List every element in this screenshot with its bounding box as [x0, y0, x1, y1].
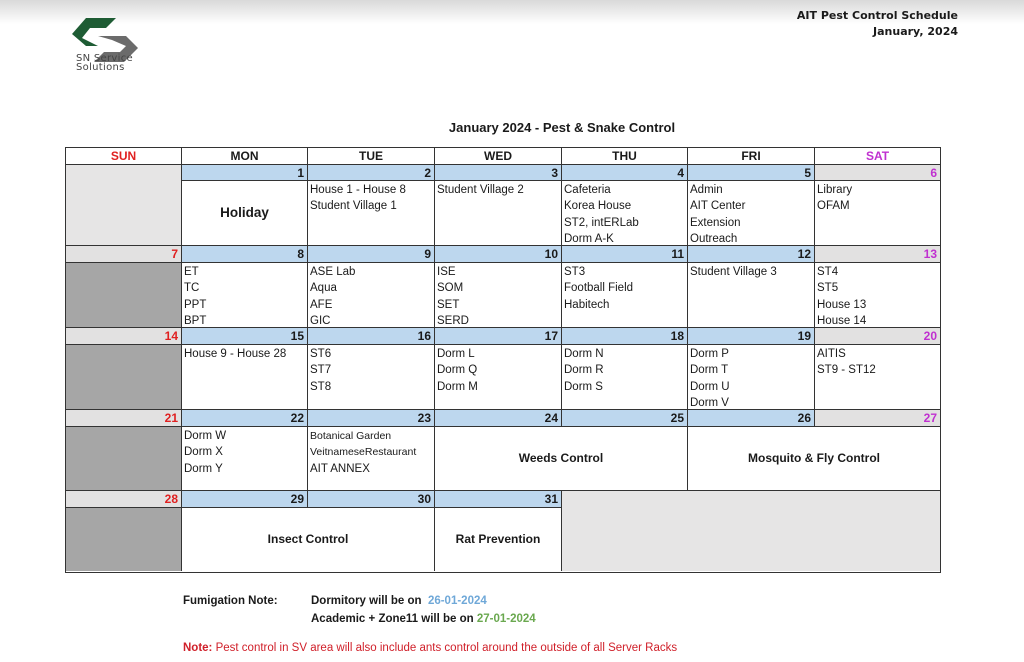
date-number: 21	[66, 410, 182, 427]
holiday-label: Holiday	[182, 181, 308, 246]
dormitory-date: 26-01-2024	[427, 595, 487, 607]
empty-days	[562, 491, 940, 571]
date-number: 16	[308, 328, 435, 345]
day-header-sun: SUN	[66, 148, 182, 165]
insect-control-block: Insect Control	[182, 508, 435, 571]
date-number: 31	[435, 491, 562, 508]
day-tasks: Student Village 3	[688, 263, 815, 328]
date-number: 24	[435, 410, 562, 427]
date-number: 8	[182, 246, 308, 263]
date-number: 18	[562, 328, 688, 345]
calendar-title: January 2024 - Pest & Snake Control	[448, 120, 676, 135]
date-number: 22	[182, 410, 308, 427]
document-date: January, 2024	[873, 25, 958, 38]
day-tasks: Dorm L Dorm Q Dorm M	[435, 345, 562, 410]
date-number: 23	[308, 410, 435, 427]
date-number: 25	[562, 410, 688, 427]
document-title: AIT Pest Control Schedule	[796, 9, 958, 22]
date-number: 12	[688, 246, 815, 263]
mosquito-fly-control-block: Mosquito & Fly Control	[688, 427, 940, 491]
sunday-off	[66, 263, 182, 328]
day-header-wed: WED	[435, 148, 562, 165]
day-tasks: Admin AIT Center Extension Outreach	[688, 181, 815, 246]
fumigation-label: Fumigation Note:	[183, 595, 278, 607]
day-tasks: Student Village 2	[435, 181, 562, 246]
day-header-mon: MON	[182, 148, 308, 165]
date-number: 3	[435, 165, 562, 181]
day-header-sat: SAT	[815, 148, 940, 165]
empty-day	[66, 165, 182, 246]
date-number: 26	[688, 410, 815, 427]
date-number: 14	[66, 328, 182, 345]
sunday-off	[66, 427, 182, 491]
date-number: 2	[308, 165, 435, 181]
date-number: 10	[435, 246, 562, 263]
sunday-off	[66, 508, 182, 571]
academic-date: 27-01-2024	[476, 613, 536, 625]
day-header-thu: THU	[562, 148, 688, 165]
date-number: 20	[815, 328, 940, 345]
day-tasks: Botanical Garden VeitnameseRestaurant AIT ANNEX	[308, 427, 435, 491]
day-tasks: ET TC PPT BPT	[182, 263, 308, 328]
date-number: 1	[182, 165, 308, 181]
date-number: 4	[562, 165, 688, 181]
day-tasks: Dorm P Dorm T Dorm U Dorm V	[688, 345, 815, 410]
server-rack-note: Note: Pest control in SV area will also include ants control around the outside of all Server Racks	[183, 642, 678, 654]
day-tasks: ASE Lab Aqua AFE GIC	[308, 263, 435, 328]
date-number: 9	[308, 246, 435, 263]
day-tasks: Cafeteria Korea House ST2, intERLab Dorm A-K	[562, 181, 688, 246]
day-tasks: ST6 ST7 ST8	[308, 345, 435, 410]
date-number: 15	[182, 328, 308, 345]
date-number: 28	[66, 491, 182, 508]
company-name: SN Service Solutions	[76, 53, 133, 73]
fumigation-note: Fumigation Note: Dormitory will be on 26-01-2024 Academic + Zone11 will be on 27-01-2024	[183, 592, 536, 628]
day-header-fri: FRI	[688, 148, 815, 165]
date-number: 30	[308, 491, 435, 508]
weeds-control-block: Weeds Control	[435, 427, 688, 491]
calendar-grid	[65, 147, 941, 573]
date-number: 29	[182, 491, 308, 508]
date-number: 7	[66, 246, 182, 263]
date-number: 11	[562, 246, 688, 263]
date-number: 19	[688, 328, 815, 345]
date-number: 13	[815, 246, 940, 263]
date-number: 5	[688, 165, 815, 181]
day-tasks: House 1 - House 8 Student Village 1	[308, 181, 435, 246]
day-tasks: Dorm N Dorm R Dorm S	[562, 345, 688, 410]
day-tasks: AITIS ST9 - ST12	[815, 345, 940, 410]
day-tasks: Library OFAM	[815, 181, 940, 246]
rat-prevention-block: Rat Prevention	[435, 508, 562, 571]
day-tasks: Dorm W Dorm X Dorm Y	[182, 427, 308, 491]
day-tasks: ST3 Football Field Habitech	[562, 263, 688, 328]
day-header-tue: TUE	[308, 148, 435, 165]
day-tasks: ISE SOM SET SERD	[435, 263, 562, 328]
document-header	[797, 8, 958, 40]
day-tasks: ST4 ST5 House 13 House 14	[815, 263, 940, 328]
date-number: 17	[435, 328, 562, 345]
day-tasks: House 9 - House 28	[182, 345, 308, 410]
sunday-off	[66, 345, 182, 410]
date-number: 27	[815, 410, 940, 427]
date-number: 6	[815, 165, 940, 181]
